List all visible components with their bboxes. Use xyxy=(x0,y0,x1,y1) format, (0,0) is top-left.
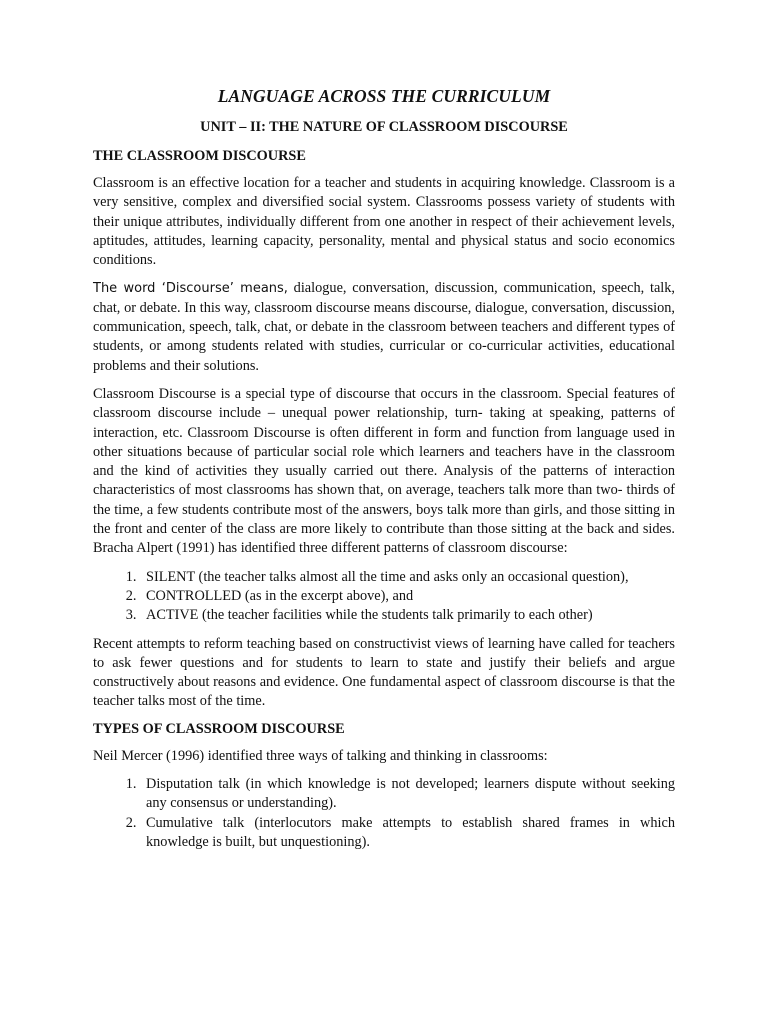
document-title: LANGUAGE ACROSS THE CURRICULUM xyxy=(217,86,551,106)
paragraph-reform-attempts: Recent attempts to reform teaching based on constructivist views of learning have called for teachers to ask fewer questions and for students to learn to state and justify their beliefs and argue constructively about reasons and evidence. One fundamental aspect of classroom discourse is that the teacher talks most of the time. xyxy=(93,635,675,710)
list-item: 3. ACTIVE (the teacher facilities while the students talk primarily to each other) xyxy=(140,606,675,625)
talk-types-list xyxy=(93,775,675,852)
section-heading-types-of-discourse: TYPES OF CLASSROOM DISCOURSE xyxy=(93,720,345,737)
list-item: 1. SILENT (the teacher talks almost all the time and asks only an occasional question), xyxy=(140,568,675,587)
paragraph-classroom-definition: Classroom is an effective location for a teacher and students in acquiring knowledge. Classroom is a very sensitive, complex and diversified social system. Classrooms possess variety of students with their unique attributes, individually different from one another in respect of their achievement levels, aptitudes, attitudes, learning capacity, personality, mental and physical status and socio economics conditions. xyxy=(93,175,675,269)
paragraph-classroom-discourse-features: Classroom Discourse is a special type of discourse that occurs in the classroom. Special features of classroom discourse include – unequal power relationship, turn- taking at speaking, patterns of interaction, etc. Classroom Discourse is often different in form and function from language used in other situations because of particular social role which learners and teachers have in the classroom and the kind of activities they usually carried out there. Analysis of the patterns of interaction characteristics of most classrooms has shown that, on average, teachers talk more than two- thirds of the time, a few students contribute most of the answers, boys talk more than girls, and those sitting in the front and center of the class are more likely to contribute than those sitting at the back and sides. Bracha Alpert (1991) has identified three different patterns of classroom discourse: xyxy=(93,385,675,557)
unit-heading: UNIT – II: THE NATURE OF CLASSROOM DISCOURSE xyxy=(200,119,568,135)
list-item: 2. CONTROLLED (as in the excerpt above), and xyxy=(140,587,675,606)
paragraph-discourse-rest: dialogue, conversation, discussion, communication, speech, talk, chat, or debate. In this way, classroom discourse means discourse, dialogue, conversation, discussion, communication, speech, talk, chat, or debate in the classroom between teachers and different types of students, or among students related with studies, curricular or co-curricular activities, educational problems and their solutions. xyxy=(93,280,675,374)
section-heading-classroom-discourse: THE CLASSROOM DISCOURSE xyxy=(93,148,306,164)
discourse-patterns-list xyxy=(93,568,675,626)
list-item: 2. Cumulative talk (interlocutors make attempts to establish shared frames in which knowledge is built, but unquestioning). xyxy=(140,814,675,853)
paragraph-mercer-intro: Neil Mercer (1996) identified three ways of talking and thinking in classrooms: xyxy=(93,747,548,764)
paragraph-discourse-lead: The word ‘Discourse’ means, xyxy=(93,281,288,297)
paragraph-discourse-meaning xyxy=(93,279,675,375)
list-item: 1. Disputation talk (in which knowledge is not developed; learners dispute without seeking any consensus or understanding). xyxy=(140,775,675,814)
